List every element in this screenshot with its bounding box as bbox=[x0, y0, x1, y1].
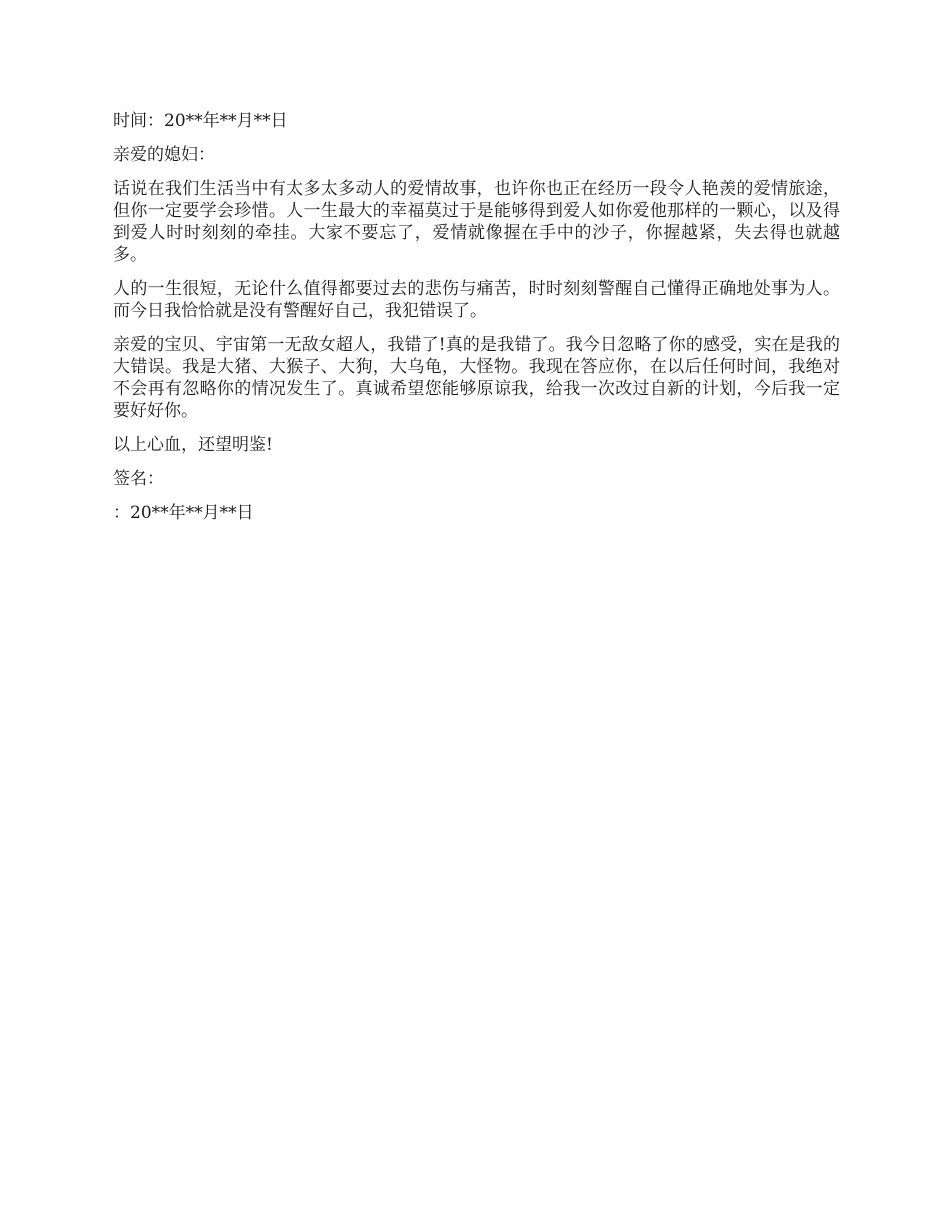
closing-line: 以上心血，还望明鉴! bbox=[113, 435, 273, 455]
paragraph-1: 话说在我们生活当中有太多太多动人的爱情故事，也许你也正在经历一段令人艳羡的爱情旅途，但你一定要学会珍惜。人一生最大的幸福莫过于是能够得到爱人如你爱他那样的一颗心，以及得到爱人时时刻刻的牵挂。大家不要忘了，爱情就像握在手中的沙子，你握越紧，失去得也就越多。 bbox=[113, 179, 840, 265]
end-date-line: ：20**年**月**日 bbox=[113, 503, 254, 523]
date-line: 时间：20**年**月**日 bbox=[113, 111, 288, 131]
paragraph-3: 亲爱的宝贝、宇宙第一无敌女超人，我错了!真的是我错了。我今日忽略了你的感受，实在是我的大错误。我是大猪、大猴子、大狗，大乌龟，大怪物。我现在答应你，在以后任何时间，我绝对不会再有忽略你的情况发生了。真诚希望您能够原谅我，给我一次改过自新的计划，今后我一定要好好你。 bbox=[113, 335, 840, 421]
letter-body bbox=[113, 110, 840, 536]
paragraph-2: 人的一生很短，无论什么值得都要过去的悲伤与痛苦，时时刻刻警醒自己懂得正确地处事为人。而今日我恰恰就是没有警醒好自己，我犯错误了。 bbox=[113, 279, 840, 321]
salutation: 亲爱的媳妇： bbox=[113, 145, 215, 165]
signature-label: 签名： bbox=[113, 469, 164, 489]
